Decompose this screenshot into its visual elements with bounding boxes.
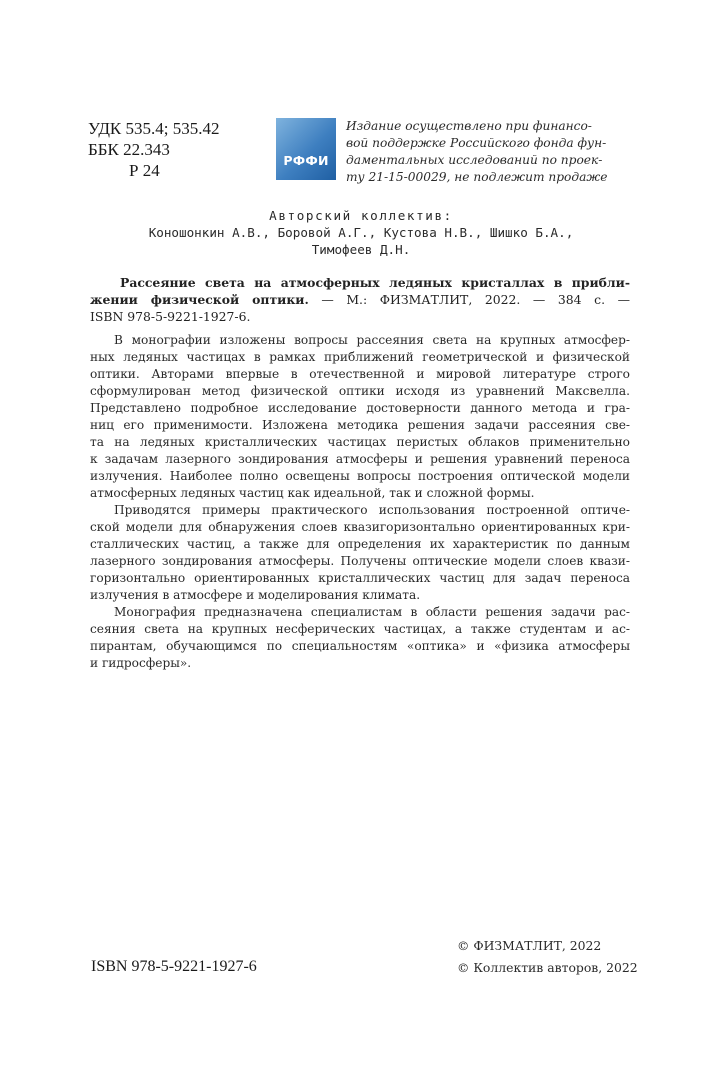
grant-line: Издание осуществлено при финансо-: [346, 119, 592, 133]
abstract-line: та на ледяных кристаллических частицах перистых облаков применительно: [90, 435, 630, 449]
grant-line: даментальных исследований по проек-: [346, 153, 603, 167]
abstract-line: сталлических частиц, а также для определения их характеристик по данным: [90, 537, 630, 551]
abstract-line: Приводятся примеры практического использования построенной оптиче-: [114, 503, 630, 517]
abstract-line: Монография предназначена специалистам в области решения задачи рас-: [114, 605, 630, 619]
copyright-line: © ФИЗМАТЛИТ, 2022: [457, 938, 602, 953]
abstract-line: лазерного зондирования атмосферы. Получены оптические модели слоев квази-: [90, 554, 630, 568]
abstract-line: излучения в атмосфере и моделирования климата.: [90, 588, 421, 602]
abstract-line: ных ледяных частицах в рамках приближений геометрической и физической: [90, 350, 630, 364]
authors-line: Тимофеев Д.Н.: [311, 242, 411, 257]
abstract-line: атмосферных ледяных частиц как идеальной, так и сложной формы.: [90, 486, 535, 500]
abstract-line: Представлено подробное исследование достоверности данного метода и гра-: [90, 401, 630, 415]
authors-heading: Авторский коллектив:: [269, 208, 453, 223]
catalog-codes: [88, 118, 219, 181]
book-title-part: Рассеяние света на атмосферных ледяных кристаллах в прибли-: [120, 275, 630, 290]
biblio-line: [90, 291, 630, 308]
grant-note: [346, 118, 636, 186]
biblio-isbn: ISBN 978-5-9221-1927-6.: [90, 309, 251, 324]
abstract-line: В монографии изложены вопросы рассеяния света на крупных атмосфер-: [114, 333, 630, 347]
author-mark: Р 24: [129, 161, 160, 180]
abstract-line: горизонтально ориентированных кристаллических частиц для задач переноса: [90, 571, 630, 585]
udk-code: УДК 535.4; 535.42: [88, 119, 220, 138]
grant-line: ту 21-15-00029, не подлежит продаже: [346, 170, 608, 184]
copyright-block: [457, 935, 638, 979]
bibliographic-entry: [90, 274, 630, 325]
abstract-line: ниц его применимости. Изложена методика решения задачи рассеяния све-: [90, 418, 630, 432]
abstract-line: оптики. Авторами впервые в отечественной и мировой литературе строго: [90, 367, 630, 381]
authors-line: Коношонкин А.В., Боровой А.Г., Кустова Н.В., Шишко Б.А.,: [148, 225, 574, 240]
abstract-line: сформулирован метод физической оптики исходя из уравнений Максвелла.: [90, 384, 630, 398]
abstract-line: излучения. Наиболее полно освещены вопросы построения оптической модели: [90, 469, 630, 483]
authors-block: [86, 207, 636, 258]
publisher-info: — М.: ФИЗМАТЛИТ, 2022. — 384 с. —: [308, 292, 630, 307]
copyright-line: © Коллектив авторов, 2022: [457, 960, 638, 975]
biblio-title-line: [90, 274, 630, 291]
bbk-code: ББК 22.343: [88, 140, 170, 159]
rffi-logo: [276, 118, 336, 180]
grant-line: вой поддержке Российского фонда фун-: [346, 136, 607, 150]
abstract-line: к задачам лазерного зондирования атмосферы и решения уравнений переноса: [90, 452, 630, 466]
abstract-line: пирантам, обучающимся по специальностям «оптика» и «физика атмосферы: [90, 639, 630, 653]
abstract: [90, 332, 630, 672]
abstract-line: ской модели для обнаружения слоев квазигоризонтально ориентированных кри-: [90, 520, 630, 534]
rffi-logo-text: РФФИ: [283, 153, 329, 168]
abstract-line: сеяния света на крупных несферических частицах, а также студентам и ас-: [90, 622, 630, 636]
isbn-number: ISBN 978-5-9221-1927-6: [91, 958, 257, 975]
abstract-line: и гидросферы».: [90, 656, 192, 670]
book-title-part: жении физической оптики.: [90, 292, 309, 307]
